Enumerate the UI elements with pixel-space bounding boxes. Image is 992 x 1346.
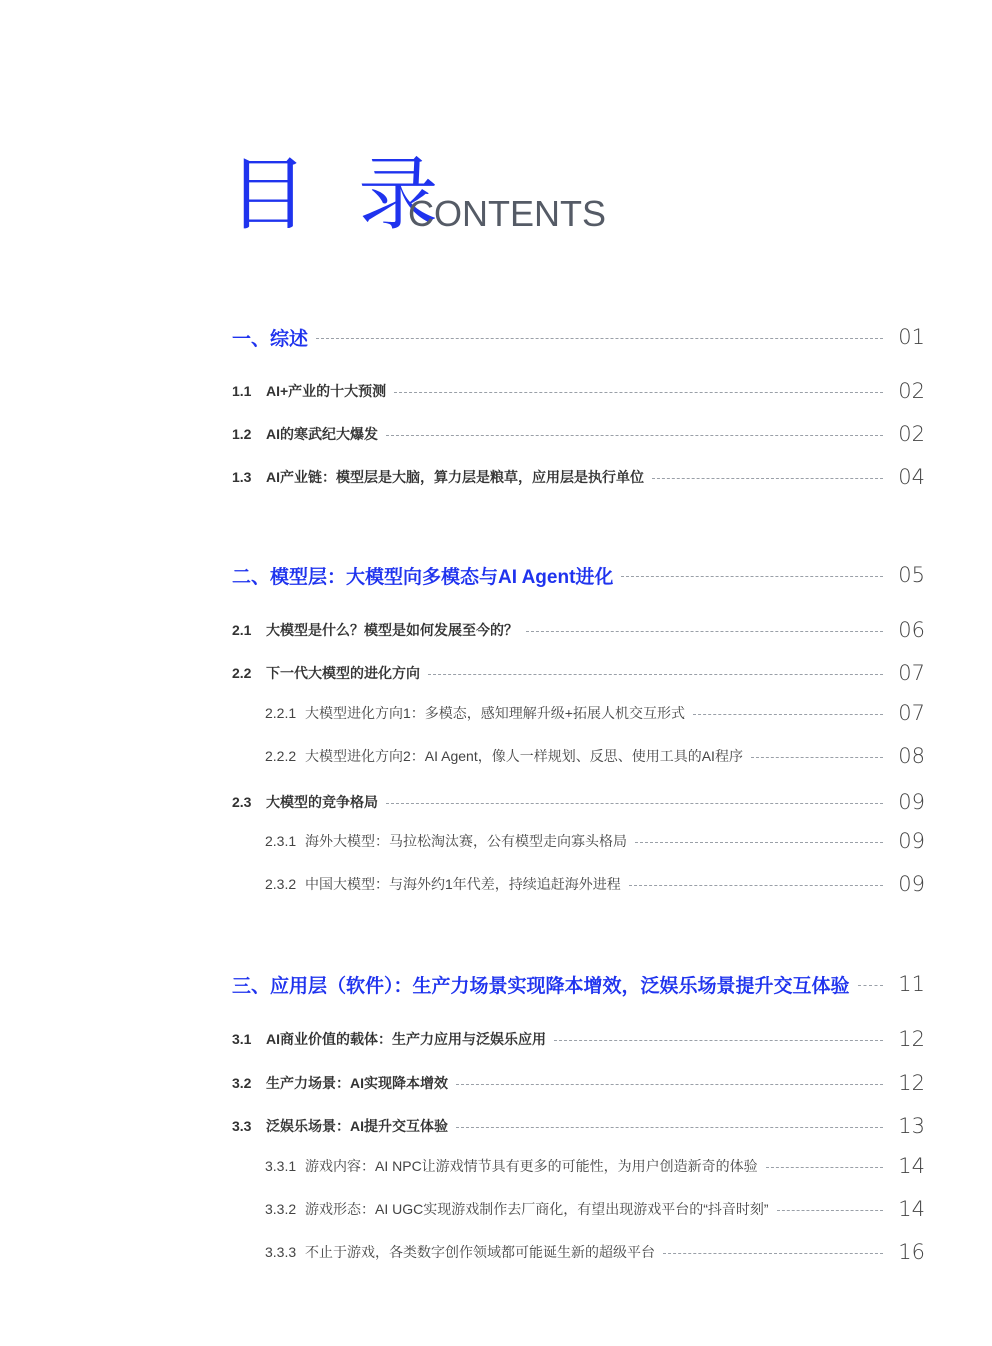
toc-entry-section-1[interactable]: [232, 322, 925, 352]
toc-entry-page: 01: [898, 325, 925, 349]
title-chinese: 目 录: [228, 150, 453, 239]
toc-entry-2-3[interactable]: [232, 789, 925, 815]
dot-leader: [394, 392, 883, 393]
toc-entry-title: 海外大模型：马拉松淘汰赛，公有模型走向寡头格局: [305, 833, 627, 849]
toc-entry-label: [265, 874, 621, 894]
toc-entry-title: AI+产业的十大预测: [266, 383, 387, 399]
toc-entry-label: [232, 1116, 448, 1136]
toc-entry-page: 09: [898, 872, 925, 896]
dot-leader: [751, 757, 883, 758]
toc-entry-title: 游戏形态：AI UGC实现游戏制作去厂商化，有望出现游戏平台的“抖音时刻”: [305, 1201, 769, 1217]
toc-entry-label: [232, 324, 308, 351]
toc-entry-page: 14: [898, 1154, 925, 1178]
toc-entry-label: [232, 467, 644, 487]
toc-entry-3-3[interactable]: [232, 1113, 925, 1139]
toc-entry-page: 08: [898, 744, 925, 768]
toc-entry-label: [232, 562, 613, 589]
dot-leader: [316, 338, 883, 339]
dot-leader: [526, 631, 883, 632]
dot-leader: [663, 1253, 883, 1254]
toc-entry-number: 2.3.2: [265, 876, 297, 892]
dot-leader: [777, 1210, 883, 1211]
toc-entry-page: 04: [898, 465, 925, 489]
toc-entry-1-1[interactable]: [232, 378, 925, 404]
toc-entry-label: [232, 663, 420, 683]
toc-entry-number: 1.3: [232, 469, 252, 485]
toc-entry-title: 综述: [270, 328, 309, 350]
title-english: CONTENTS: [408, 193, 606, 234]
toc-entry-page: 09: [898, 829, 925, 853]
toc-entry-page: 14: [898, 1197, 925, 1221]
toc-entry-number: 3.3.3: [265, 1244, 297, 1260]
toc-entry-title: 大模型是什么？模型是如何发展至今的？: [266, 622, 518, 638]
toc-entry-number: 2.2: [232, 665, 252, 681]
toc-entry-number: 2.2.2: [265, 748, 297, 764]
toc-entry-number: 3.3.1: [265, 1158, 297, 1174]
toc-entry-section-3[interactable]: [232, 969, 925, 999]
dot-leader: [386, 803, 883, 804]
toc-entry-number: 2.2.1: [265, 705, 297, 721]
toc-entry-page: 07: [898, 661, 925, 685]
toc-entry-label: [265, 703, 685, 723]
toc-entry-title: AI商业价值的载体：生产力应用与泛娱乐应用: [266, 1031, 546, 1047]
toc-entry-section-2[interactable]: [232, 560, 925, 590]
toc-entry-number: 2.1: [232, 622, 252, 638]
toc-entry-2-3-1[interactable]: [265, 828, 925, 854]
dot-leader: [428, 674, 883, 675]
dot-leader: [386, 435, 883, 436]
dot-leader: [629, 885, 883, 886]
dot-leader: [635, 842, 883, 843]
dot-leader: [693, 714, 883, 715]
toc-entry-page: 07: [898, 701, 925, 725]
dot-leader: [456, 1084, 883, 1085]
toc-entry-label: [232, 424, 378, 444]
toc-entry-title: 游戏内容：AI NPC让游戏情节具有更多的可能性，为用户创造新奇的体验: [305, 1158, 758, 1174]
toc-entry-title: 应用层（软件）：生产力场景实现降本增效，泛娱乐场景提升交互体验: [270, 975, 850, 997]
toc-entry-title: 大模型进化方向2：AI Agent，像人一样规划、反思、使用工具的AI程序: [305, 748, 743, 764]
toc-entry-3-2[interactable]: [232, 1070, 925, 1096]
toc-entry-label: [232, 792, 378, 812]
toc-entry-1-3[interactable]: [232, 464, 925, 490]
toc-entry-number: 二、: [232, 566, 271, 588]
toc-entry-3-3-2[interactable]: [265, 1196, 925, 1222]
toc-entry-page: 02: [898, 422, 925, 446]
toc-entry-3-3-1[interactable]: [265, 1153, 925, 1179]
toc-entry-title: 下一代大模型的进化方向: [266, 665, 420, 681]
toc-entry-label: [232, 971, 850, 998]
toc-entry-title: 生产力场景：AI实现降本增效: [266, 1075, 448, 1091]
toc-entry-label: [265, 746, 743, 766]
toc-entry-page: 09: [898, 790, 925, 814]
toc-entry-label: [265, 1242, 655, 1262]
dot-leader: [858, 985, 883, 986]
toc-entry-page: 11: [898, 972, 925, 996]
toc-entry-label: [232, 1029, 546, 1049]
toc-entry-page: 06: [898, 618, 925, 642]
toc-entry-title: AI的寒武纪大爆发: [266, 426, 378, 442]
toc-entry-title: 泛娱乐场景：AI提升交互体验: [266, 1118, 448, 1134]
dot-leader: [766, 1167, 883, 1168]
toc-entry-title: 大模型进化方向1：多模态，感知理解升级+拓展人机交互形式: [305, 705, 685, 721]
toc-entry-number: 3.1: [232, 1031, 252, 1047]
toc-entry-page: 13: [898, 1114, 925, 1138]
toc-entry-page: 05: [898, 563, 925, 587]
toc-entry-2-2-2[interactable]: [265, 743, 925, 769]
toc-entry-number: 三、: [232, 975, 271, 997]
toc-entry-label: [265, 1199, 769, 1219]
toc-entry-label: [265, 831, 627, 851]
toc-entry-page: 16: [898, 1240, 925, 1264]
dot-leader: [554, 1040, 883, 1041]
toc-entry-number: 1.1: [232, 383, 252, 399]
toc-entry-number: 一、: [232, 328, 271, 350]
toc-entry-title: 中国大模型：与海外约1年代差，持续追赶海外进程: [305, 876, 621, 892]
dot-leader: [456, 1127, 883, 1128]
toc-entry-label: [232, 620, 518, 640]
toc-entry-number: 3.3.2: [265, 1201, 297, 1217]
toc-entry-title: 大模型的竞争格局: [266, 794, 378, 810]
toc-entry-2-3-2[interactable]: [265, 871, 925, 897]
toc-entry-number: 3.3: [232, 1118, 252, 1134]
toc-entry-page: 02: [898, 379, 925, 403]
toc-entry-number: 1.2: [232, 426, 252, 442]
dot-leader: [652, 478, 883, 479]
toc-entry-title: 不止于游戏，各类数字创作领域都可能诞生新的超级平台: [305, 1244, 655, 1260]
toc-entry-label: [232, 381, 386, 401]
toc-entry-2-1[interactable]: [232, 617, 925, 643]
toc-entry-label: [265, 1156, 758, 1176]
toc-entry-title: 模型层：大模型向多模态与AI Agent进化: [270, 566, 614, 588]
toc-entry-1-2[interactable]: [232, 421, 925, 447]
toc-entry-page: 12: [898, 1071, 925, 1095]
toc-entry-number: 2.3.1: [265, 833, 297, 849]
toc-entry-3-3-3[interactable]: [265, 1239, 925, 1265]
toc-entry-title: AI产业链：模型层是大脑，算力层是粮草，应用层是执行单位: [266, 469, 644, 485]
toc-entry-page: 12: [898, 1027, 925, 1051]
toc-entry-number: 3.2: [232, 1075, 252, 1091]
toc-entry-2-2[interactable]: [232, 660, 925, 686]
toc-entry-3-1[interactable]: [232, 1026, 925, 1052]
dot-leader: [621, 576, 883, 577]
toc-entry-number: 2.3: [232, 794, 252, 810]
toc-entry-label: [232, 1073, 448, 1093]
toc-entry-2-2-1[interactable]: [265, 700, 925, 726]
